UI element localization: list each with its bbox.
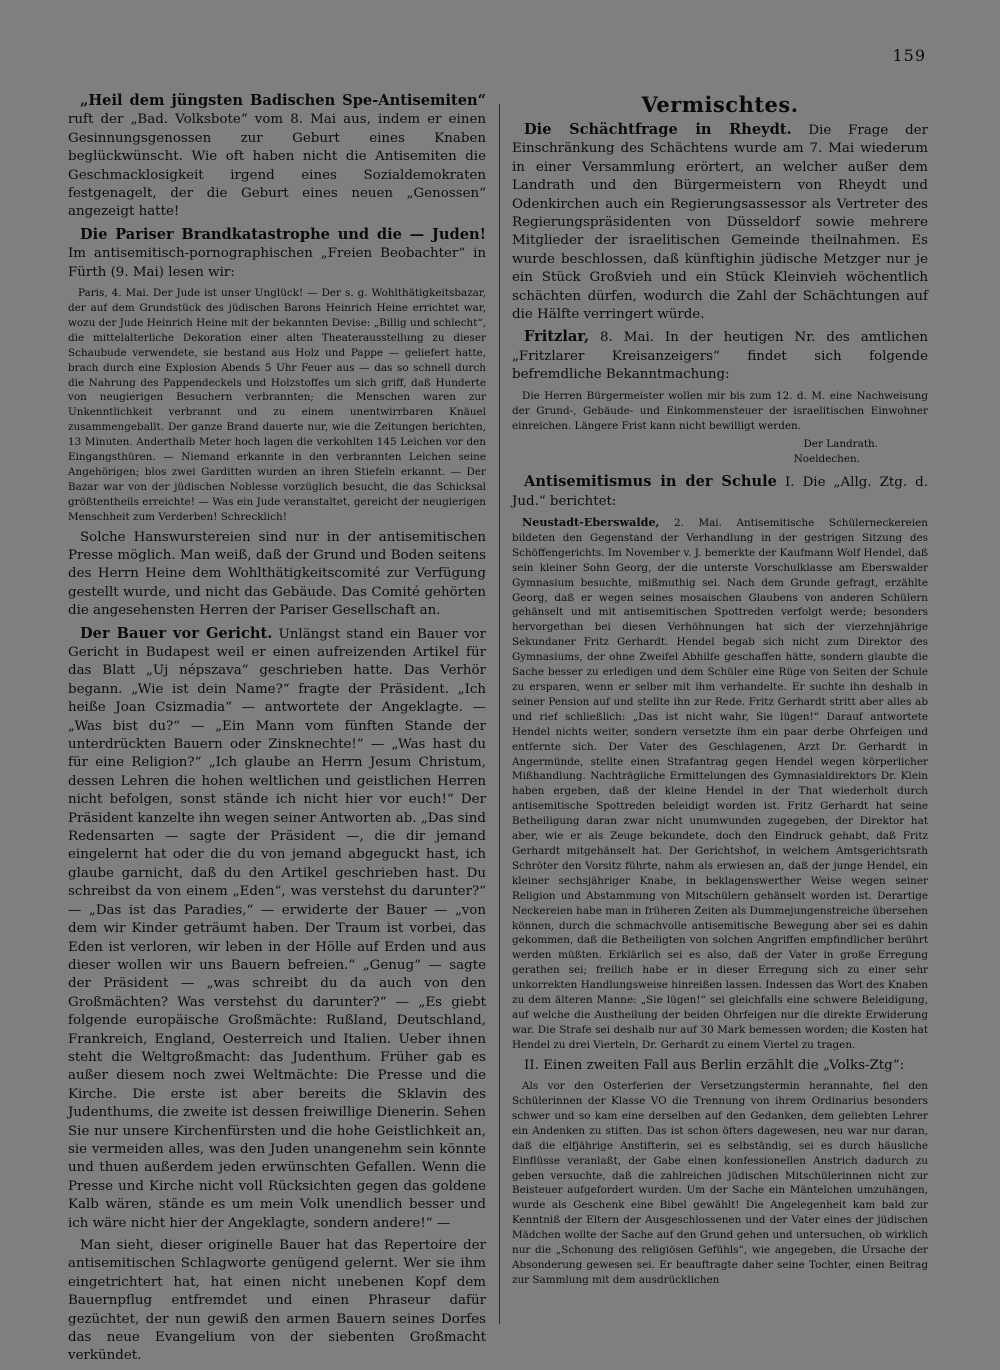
quoted-report-paris: Paris, 4. Mai. Der Jude ist unser Unglück! — Der s. g. Wohlthätigkeitsbazar, der auf dem Grundstück des jüdischen Barons Heinrich Heine errichtet war, wozu der Jude Heinrich Heine mit der bekannten Devise: „Billig und schlecht“, die mittelalterliche Dekoration einer alten Theaterausstellung zu dieser Schaubude verwendete, sie bestand aus Holz und Pappe — geliefert hatte, brach durch eine Explosion Abends 5 Uhr Feuer aus — das so schnell durch die Nahrung des Pappendeckels und Holzstoffes um sich griff, daß Hunderte von neugierigen Besuchern verbrannten; die Menschen waren zur Unkenntlichkeit verbrannt und zu einem unentwirrbaren Knäuel zusammengeballt. Der ganze Brand dauerte nur, wie die Zeitungen berichten, 13 Minuten. Anderthalb Meter hoch lagen die verkohlten 145 Leichen vor den Eingangsthüren. — Niemand erkannte in den verbrannten Leichen seine Angehörigen; blos zwei Garditten wurden an ihren Stiefeln erkannt. — Der Bazar war von der jüdischen Noblesse vorzüglich besucht, die das Schicksal größtentheils erreichte! — Was ein Jude veranstaltet, gereicht der neugierigen Menschheit zum Verderben! Schrecklich! [68, 287, 486, 523]
article-text: Unlängst stand ein Bauer vor Gericht in Budapest weil er einen aufreizenden Artikel für das Blatt „Uj népszava“ geschrieben hatte. Das Verhör begann. „Wie ist dein Name?“ fragte der Präsident. „Ich heiße Joan Csizmadia“ — antwortete der Angeklagte. — „Was bist du?“ — „Ein Mann vom fünften Stande der unterdrückten Bauern oder Zinsknechte!“ — „Was hast du für eine Religion?“ „Ich glaube an Herrn Jesum Christum, dessen Lehren die hohen weltlichen und geistlichen Herren nicht befolgen, sonst stände ich nicht hier vor euch!“ Der Präsident kanzelte ihn wegen seiner Antworten ab. „Das sind Redensarten — sagte der Präsident —, die dir jemand eingelernt hat oder die du von jemand abgeguckt hast, ich glaube garnicht, daß du den Artikel geschrieben hast. Du schreibst da von einem „Eden“, was verstehst du darunter?“ — „Das ist das Paradies,“ — erwiderte der Bauer — „von dem wir Kinder geträumt haben. Der Traum ist vorbei, das Eden ist verloren, wir leben in der Hölle auf Erden und aus dieser wollen wir uns Bauern befreien.“ „Genug“ — sagte der Präsident — „was schreibt du da auch von den Großmächten? Was verstehst du darunter?“ — „Es giebt folgende europäische Großmächte: Rußland, Deutschland, Frankreich, England, Oesterreich und Italien. Ueber ihnen steht die Weltgroßmacht: das Judenthum. Früher gab es außer diesem noch zwei Weltmächte: Die Presse und die Kirche. Die erste ist aber bereits die Sklavin des Judenthums, die zweite ist dessen freiwillige Dienerin. Sehen Sie nur unsere Kirchenfürsten und die hohe Geistlichkeit an, sie vermeiden alles, was den Juden unangenehm sein könnte und thuen außerdem jeden erwünschten Gefallen. Wenn die Presse und Kirche nicht voll Rücksichten gegen das goldene Kalb wären, stände es um mein Volk unendlich besser und ich wäre nicht hier der Angeklagte, sondern andere!“ — [68, 626, 486, 1231]
article-fritzlar [512, 328, 928, 384]
article-antisemitismus-schule [512, 473, 928, 511]
article-heading: Die Schächtfrage in Rheydt. [524, 121, 792, 138]
article-badischen-antisemiten [68, 92, 486, 222]
article-text: 8. Mai. In der heutigen Nr. des amtlichen „Fritzlarer Kreisanzeigers“ findet sich folgende befremdliche Bekanntmachung: [512, 330, 928, 383]
quoted-report-berlin: Als vor den Osterferien der Versetzungstermin herannahte, fiel den Schülerinnen der Klasse VO die Trennung von ihrem Ordinarius besonders schwer und so kam eine derselben auf den Gedanken, dem geliebten Lehrer ein Andenken zu stiften. Das ist schon öfters dagewesen, neu war nur daran, daß die elfjährige Anstifterin, sei es selbständig, sei es durch häusliche Einflüsse veranlaßt, der Gabe einen konfessionellen Anstrich dadurch zu geben versuchte, daß die zahlreichen jüdischen Mitschülerinnen nicht zur Beisteuer aufgefordert wurden. Um der Sache ein Mäntelchen umzuhängen, wurde als Geschenk eine Bibel gewählt! Die Angelegenheit kam bald zur Kenntniß der Eltern der Ausgeschlossenen und der Vater eines der jüdischen Mädchen wollte der Sache auf den Grund gehen und untersuchen, ob wirklich nur die „Schonung des religiösen Gefühls“, wie angegeben, die Ursache der Absonderung gewesen sei. Er beauftragte daher seine Tochter, einen Beitrag zur Sammlung mit dem ausdrücklichen [512, 1080, 928, 1286]
signature-name: Noeldechen. [793, 453, 860, 466]
signature-title: Der Landrath. [803, 438, 878, 451]
commentary-paragraph: Solche Hanswurstereien sind nur in der antisemitischen Presse möglich. Man weiß, daß der Grund und Boden seitens des Herrn Heine dem Wohlthätigkeitscomité zur Verfügung gestellt wurde, und nicht das Gebäude. Das Comité gehörten die angesehensten Herren der Pariser Gesellschaft an. [68, 529, 486, 619]
article-pariser-brandkatastrophe [68, 226, 486, 282]
article-bauer-vor-gericht [68, 625, 486, 1233]
quoted-report-eberswalde [512, 515, 928, 1053]
article-text: I. Die „Allg. Ztg. d. Jud.“ berichtet: [512, 475, 928, 509]
article-heading: Antisemitismus in der Schule [524, 473, 777, 491]
page-number: 159 [892, 46, 926, 65]
closing-paragraph: Man sieht, dieser originelle Bauer hat das Repertoire der antisemitischen Schlagworte genügend gelernt. Wer sie ihm eingetrichtert hat, hat einen nicht unebenen Kopf dem Bauernpflug entfremdet und einen Phraseur dafür gezüchtet, der nun gewiß den armen Bauern seines Dorfes das neue Evangelium von der siebenten Großmacht verkündet. [68, 1238, 486, 1364]
report-text: 2. Mai. Antisemitische Schülerneckereien bildeten den Gegenstand der Verhandlung in der gestrigen Sitzung des Schöffengerichts. Im November v. J. bemerkte der Kaufmann Wolf Hendel, daß sein kleiner Sohn Georg, der die unterste Vorschulklasse am Eberswalder Gymnasium besuchte, mißmuthig sei. Nach dem Grunde gefragt, erzählte Georg, daß er wegen seines mosaischen Glaubens von anderen Schülern gehänselt und mit antisemitischen Spottreden verfolgt werde; besonders hervorgethan bei diesen Verhöhnungen hat sich der vierzehnjährige Sekundaner Fritz Gerhardt. Hendel begab sich nicht zum Direktor des Gymnasiums, der ohne Zweifel Abhilfe geschaffen hätte, sondern glaubte die Sache besser zu erledigen und dem Schüler eine Rüge von Seiten der Schule zu ersparen, wenn er selber mit ihm verhandelte. Er suchte ihn deshalb in seiner Pension auf und stellte ihn zur Rede. Fritz Gerhardt stritt aber alles ab und rief schließlich: „Das ist nicht wahr, Sie lügen!“ Darauf antwortete Hendel nichts weiter, sondern versetzte ihm ein paar derbe Ohrfeigen und entfernte sich. Der Vater des Geschlagenen, Arzt Dr. Gerhardt in Angermünde, stellte einen Strafantrag gegen Hendel wegen körperlicher Mißhandlung. Nachträgliche Ermittelungen des Gymnasialdirektors Dr. Klein haben ergeben, daß der kleine Hendel in der That wiederholt durch antisemitische Spottreden beleidigt worden ist. Fritz Gerhardt hat seine Betheiligung daran zwar nicht unumwunden zugegeben, der Direktor hat aber, wie er als Zeuge bekundete, doch den Eindruck gehabt, daß Fritz Gerhardt mitgehänselt hat. Der Gerichtshof, in welchem Amtsgerichtsrath Schröter den Vorsitz führte, nahm als erwiesen an, daß der junge Hendel, ein kleiner sechsjähriger Knabe, in beklagenswerther Weise wegen seiner Religion und Abstammung von Mitschülern gehänselt worden ist. Derartige Neckereien habe man in früheren Zeiten als Dummejungenstreiche übersehen können, durch die schmachvolle antisemitische Bewegung aber sei es dahin gekommen, daß die Betheiligten von solchen Angriffen empfindlicher berührt werden müßten. Erklärlich sei es also, daß der Vater in große Erregung gerathen sei; freilich habe er in dieser Erregung sich zu einer sehr unkorrekten Handlungsweise hinreißen lassen. Indessen das Wort des Knaben zu dem älteren Manne: „Sie lügen!“ sei gleichfalls eine schwere Beleidigung, auf welche die Austheilung der beiden Ohrfeigen nur die direkte Erwiderung war. Die Strafe sei deshalb nur auf 30 Mark bemessen worden; die Kosten hat Hendel zu drei Vierteln, Dr. Gerhardt zu einem Viertel zu tragen. [512, 517, 928, 1051]
article-heading: Fritzlar, [524, 328, 590, 346]
section-title: Vermischtes. [641, 92, 799, 117]
second-case-intro: II. Einen zweiten Fall aus Berlin erzählt die „Volks-Ztg“: [524, 1057, 905, 1073]
quoted-announcement: Die Herren Bürgermeister wollen mir bis zum 12. d. M. eine Nachweisung der Grund-, Gebäude- und Einkommensteuer der israelitischen Einwohner einreichen. Längere Frist kann nicht bewilligt werden. [512, 389, 928, 432]
right-column [512, 92, 928, 1292]
article-heading: Der Bauer vor Gericht. [80, 624, 273, 642]
left-column [68, 92, 486, 1370]
article-text: Die Frage der Einschränkung des Schächtens wurde am 7. Mai wiederum in einer Versammlung erörtert, an welcher außer dem Landrath und den Bürgermeistern von Rheydt und Odenkirchen auch ein Regierungsassessor als Vertreter des Regierungspräsidenten von Düsseldorf sowie mehrere Mitglieder der israelitischen Gemeinde theilnahmen. Es wurde beschlossen, daß künftighin jüdische Metzger nur je ein Stück Großvieh und ein Stück Kleinvieh wöchentlich schächten dürfen, wodurch die Zahl der Schächtungen auf die Hälfte verringert würde. [512, 123, 928, 323]
column-divider [499, 104, 500, 1324]
article-text: ruft der „Bad. Volksbote“ vom 8. Mai aus, indem er einen Gesinnungsgenossen zur Geburt eines Knaben beglückwünscht. Wie oft haben nicht die Antisemiten die Geschmacklosigkeit irgend eines Sozialdemokraten festgenagelt, der die Geburt eines neuen „Genossen“ angezeigt hatte! [68, 112, 486, 220]
article-schaechtfrage [512, 121, 928, 324]
report-dateline: Neustadt-Eberswalde, [522, 515, 660, 530]
article-heading: „Heil dem jüngsten Badischen Spe-Antisemiten“ [80, 92, 486, 109]
article-heading: Die Pariser Brandkatastrophe und die — Juden! [80, 225, 486, 243]
article-text: Im antisemitisch-pornographischen „Freien Beobachter“ in Fürth (9. Mai) lesen wir: [68, 246, 486, 280]
